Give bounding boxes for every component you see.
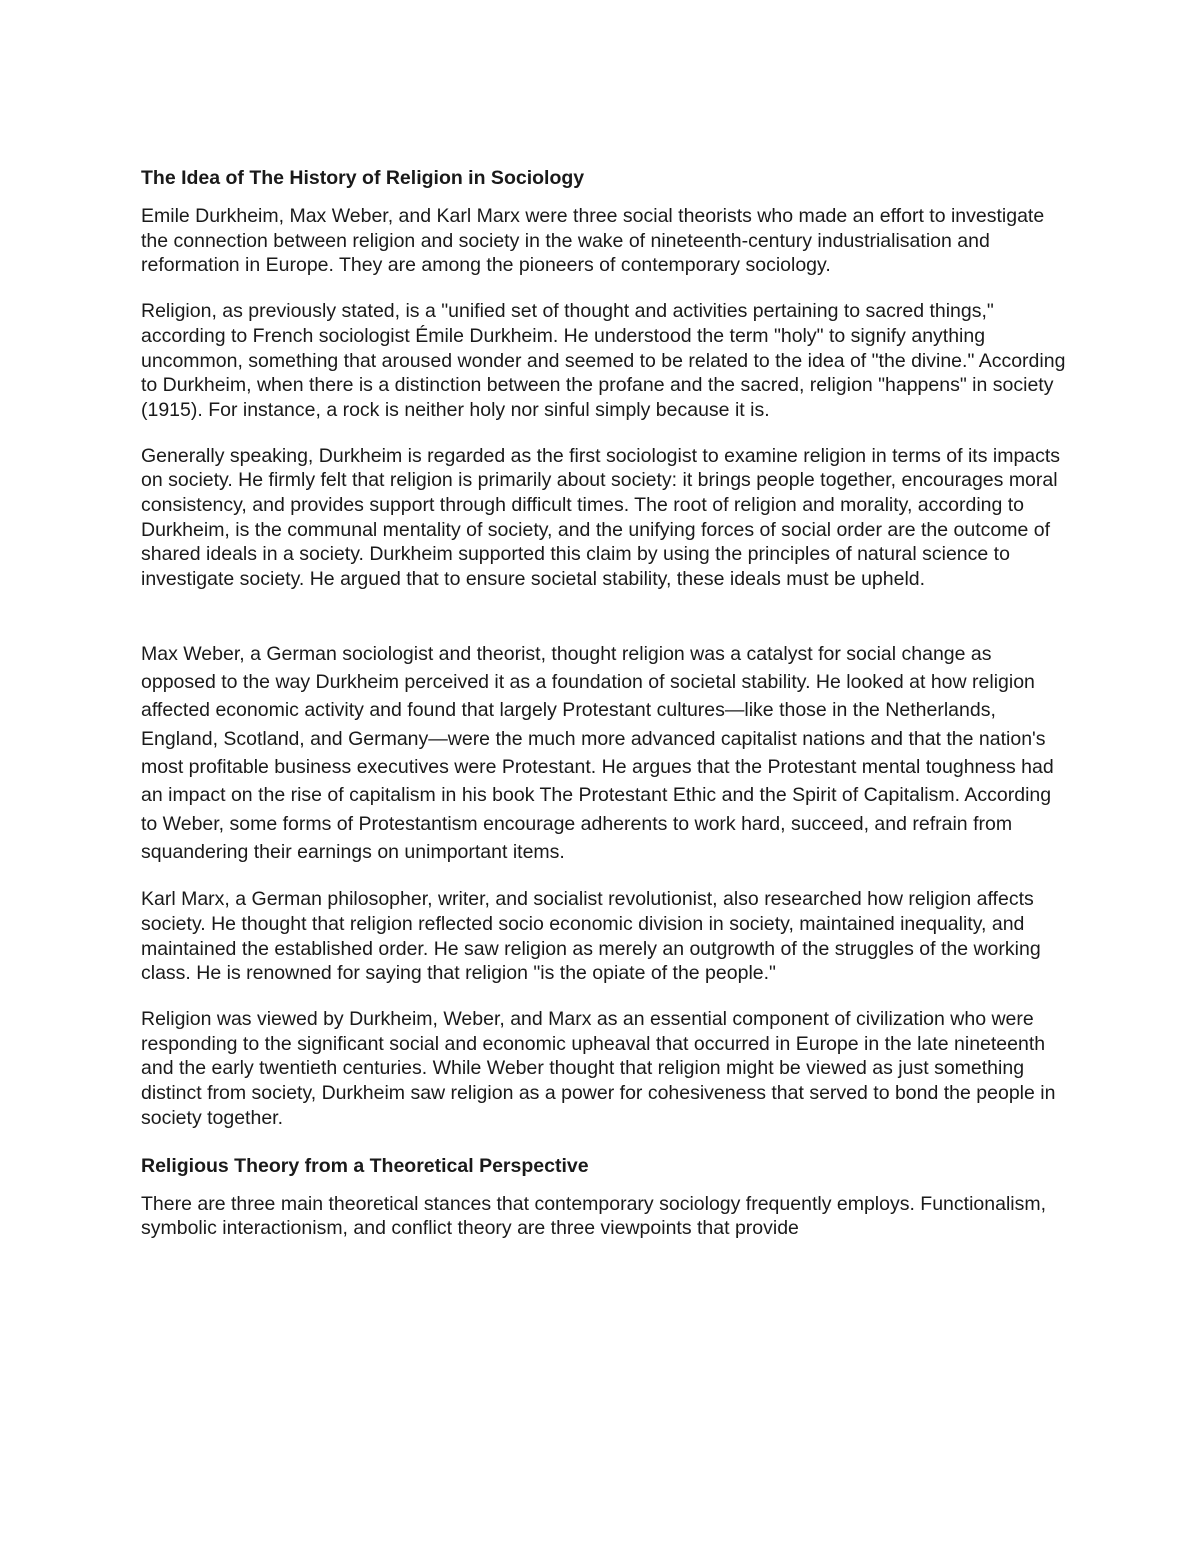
document-page	[141, 164, 1071, 1262]
paragraph-theoretical-stances: There are three main theoretical stances that contemporary sociology frequently employs. Functionalism, symbolic interactionism, and conflict theory are three viewpoints that provide	[141, 1192, 1047, 1240]
section-heading: Religious Theory from a Theoretical Perspective	[141, 1154, 589, 1177]
document-title: The Idea of The History of Religion in Sociology	[141, 167, 585, 189]
paragraph-intro: Emile Durkheim, Max Weber, and Karl Marx were three social theorists who made an effort to investigate the connection between religion and society in the wake of nineteenth-century industrialisation and reformation in Europe. They are among the pioneers of contemporary sociology.	[141, 205, 1045, 277]
paragraph-summary: Religion was viewed by Durkheim, Weber, and Marx as an essential component of civilization who were responding to the significant social and economic upheaval that occurred in Europe in the late nineteenth and the early twentieth centuries. While Weber thought that religion might be viewed as just something distinct from society, Durkheim saw religion as a power for cohesiveness that served to bond the people in society together.	[141, 1008, 1056, 1129]
paragraph-durkheim-definition: Religion, as previously stated, is a "unified set of thought and activities pertaining to sacred things," according to French sociologist Émile Durkheim. He understood the term "holy" to signify anything uncommon, something that aroused wonder and seemed to be related to the idea of "the divine." According to Durkheim, when there is a distinction between the profane and the sacred, religion "happens" in society (1915). For instance, a rock is neither holy nor sinful simply because it is.	[141, 300, 1066, 421]
blank-line	[141, 613, 1071, 640]
paragraph-weber: Max Weber, a German sociologist and theorist, thought religion was a catalyst for social change as opposed to the way Durkheim perceived it as a foundation of societal stability. He looked at how religion affected economic activity and found that largely Protestant cultures—like those in the Netherlands, England, Scotland, and Germany—were the much more advanced capitalist nations and that the nation's most profitable business executives were Protestant. He argues that the Protestant mental toughness had an impact on the rise of capitalism in his book The Protestant Ethic and the Spirit of Capitalism. According to Weber, some forms of Protestantism encourage adherents to work hard, succeed, and refrain from squandering their earnings on unimportant items.	[141, 642, 1054, 863]
paragraph-marx: Karl Marx, a German philosopher, writer, and socialist revolutionist, also researched how religion affects society. He thought that religion reflected socio economic division in society, maintained inequality, and maintained the established order. He saw religion as merely an outgrowth of the struggles of the working class. He is renowned for saying that religion "is the opiate of the people."	[141, 888, 1041, 985]
paragraph-durkheim-society: Generally speaking, Durkheim is regarded as the first sociologist to examine religion in terms of its impacts on society. He firmly felt that religion is primarily about society: it brings people together, encourages moral consistency, and provides support through difficult times. The root of religion and morality, according to Durkheim, is the communal mentality of society, and the unifying forces of social order are the outcome of shared ideals in a society. Durkheim supported this claim by using the principles of natural science to investigate society. He argued that to ensure societal stability, these ideals must be upheld.	[141, 444, 1061, 591]
